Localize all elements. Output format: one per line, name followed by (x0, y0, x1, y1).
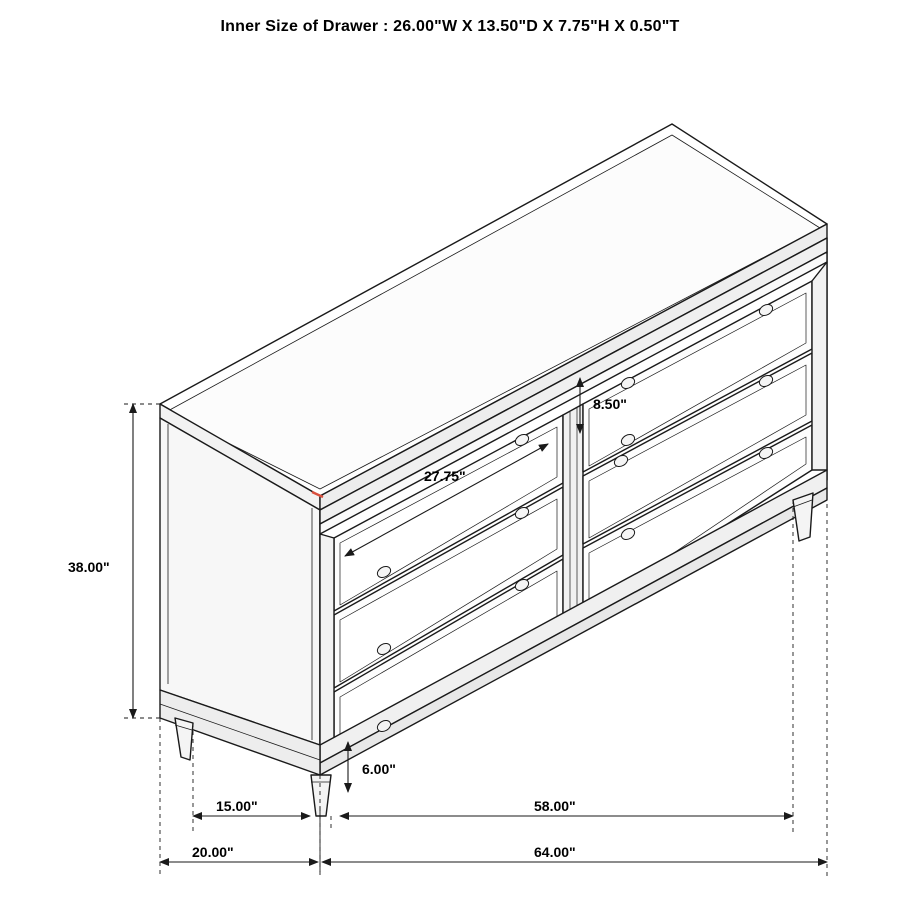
label-depth-overall: 20.00" (192, 844, 234, 860)
label-leg-height: 6.00" (362, 761, 396, 777)
label-width-overall: 64.00" (534, 844, 576, 860)
label-height-overall: 38.00" (68, 559, 110, 575)
page-title: Inner Size of Drawer : 26.00"W X 13.50"D X 7.75"H X 0.50"T (220, 18, 680, 35)
center-stile (563, 404, 583, 627)
label-width-body: 58.00" (534, 798, 576, 814)
label-drawer-width: 27.75" (424, 468, 466, 484)
label-drawer-height: 8.50" (593, 396, 627, 412)
label-depth-top: 15.00" (216, 798, 258, 814)
